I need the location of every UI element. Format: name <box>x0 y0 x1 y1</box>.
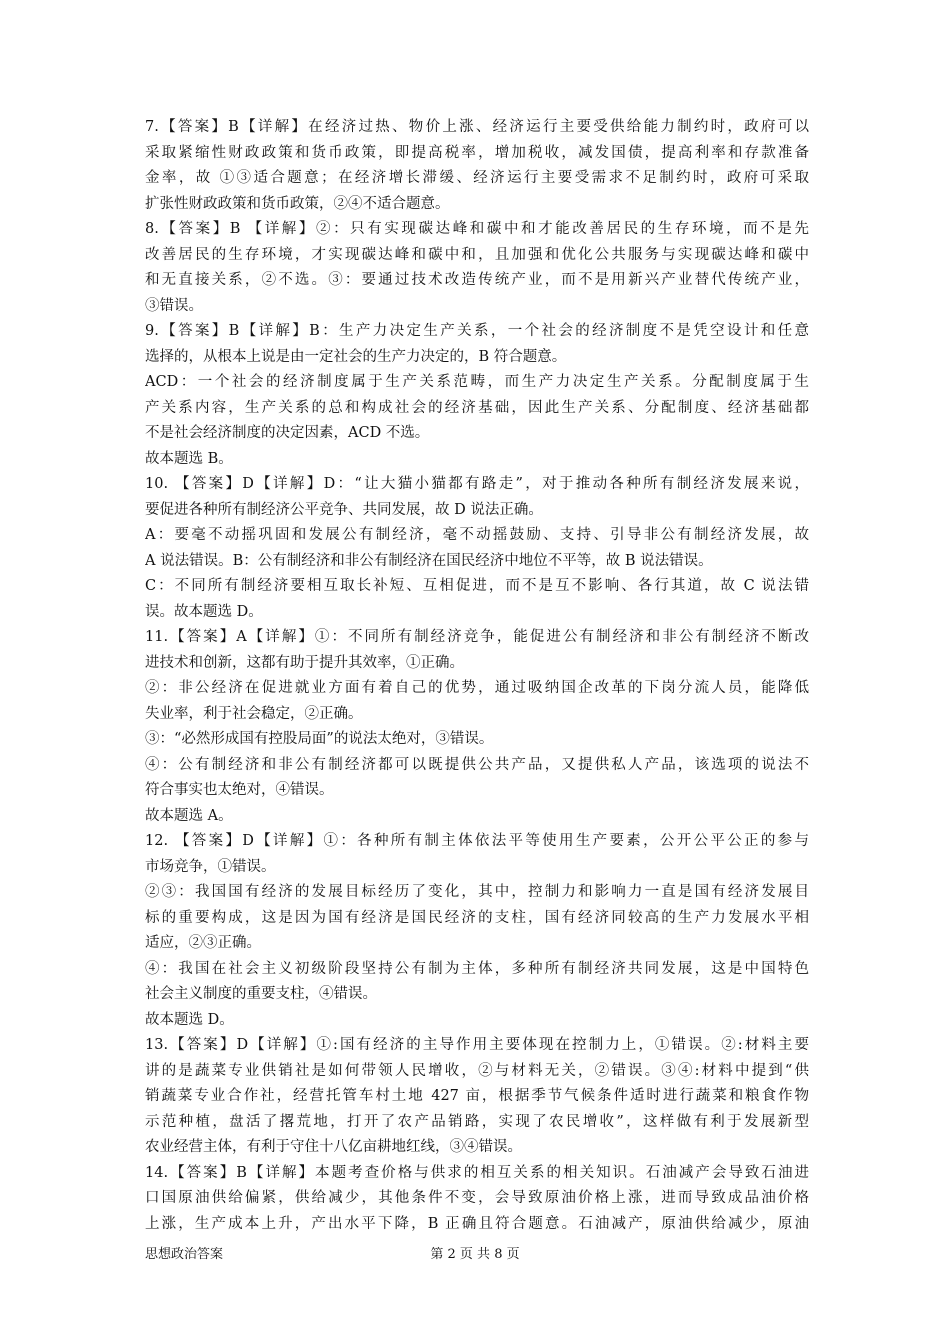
text-line: 要促进各种所有制经济公平竞争、共同发展，故 D 说法正确。 <box>145 501 543 518</box>
text-line: 8.【答案】B 【详解】②：只有实现碳达峰和碳中和才能改善居民的生存环境，而不是先 <box>145 221 809 237</box>
text-line: 14.【答案】B【详解】本题考查价格与供求的相互关系的相关知识。石油减产会导致石油进 <box>145 1164 809 1181</box>
text-line: 销蔬菜专业合作社，经营托管车村土地 427 亩，根据季节气候条件适时进行蔬菜和粮食作物 <box>145 1088 809 1104</box>
text-line: 示范种植，盘活了撂荒地，打开了农产品销路，实现了农民增收”，这样做有利于发展新型 <box>145 1113 809 1130</box>
footer-page-number: 第 2 页 共 8 页 <box>430 1247 520 1262</box>
text-line: 社会主义制度的重要支柱，④错误。 <box>145 986 377 1002</box>
text-line: 12. 【答案】D【详解】①：各种所有制主体依法平等使用生产要素，公开公平公正的参与 <box>145 833 809 849</box>
text-line: 符合事实也太绝对，④错误。 <box>145 782 334 798</box>
text-line: C：不同所有制经济要相互取长补短、互相促进，而不是互不影响、各行其道，故 C 说法错 <box>145 578 809 594</box>
text-line: 改善居民的生存环境，才实现碳达峰和碳中和，且加强和优化公共服务与实现碳达峰和碳中 <box>145 246 809 263</box>
text-line: 13.【答案】D【详解】①:国有经济的主导作用主要体现在控制力上，①错误。②:材料主要 <box>145 1037 809 1053</box>
text-line: ACD：一个社会的经济制度属于生产关系范畴，而生产力决定生产关系。分配制度属于生 <box>145 374 809 390</box>
text-line: ③：“必然形成国有控股局面”的说法太绝对，③错误。 <box>145 731 494 747</box>
text-line: 误。故本题选 D。 <box>145 603 263 620</box>
text-line: 选择的，从根本上说是由一定社会的生产力决定的，B 符合题意。 <box>145 348 567 365</box>
text-line: 故本题选 D。 <box>145 1011 234 1028</box>
text-line: 9.【答案】B【详解】B：生产力决定生产关系，一个社会的经济制度不是凭空设计和任意 <box>145 323 809 339</box>
text-line: 失业率，利于社会稳定，②正确。 <box>145 705 363 722</box>
text-line: 扩张性财政政策和货币政策，②④不适合题意。 <box>145 195 450 212</box>
text-line: 10. 【答案】D【详解】D：“让大猫小猫都有路走”，对于推动各种所有制经济发展来说， <box>145 476 809 492</box>
text-line: 农业经营主体，有利于守住十八亿亩耕地红线，③④错误。 <box>145 1139 522 1155</box>
text-line: A：要毫不动摇巩固和发展公有制经济，毫不动摇鼓励、支持、引导非公有制经济发展，故 <box>145 527 809 543</box>
text-line: ②：非公经济在促进就业方面有着自己的优势，通过吸纳国企改革的下岗分流人员，能降低 <box>145 680 809 696</box>
text-line: 口国原油供给偏紧，供给减少，其他条件不变，会导致原油价格上涨，进而导致成品油价格 <box>145 1190 809 1206</box>
text-line: ④：我国在社会主义初级阶段坚持公有制为主体，多种所有制经济共同发展，这是中国特色 <box>145 960 809 977</box>
text-line: 7.【答案】B【详解】在经济过热、物价上涨、经济运行主要受供给能力制约时，政府可以 <box>145 119 809 135</box>
text-line: 讲的是蔬菜专业供销社是如何带领人民增收，②与材料无关，②错误。③④:材料中提到“供 <box>145 1062 809 1079</box>
text-line: 进技术和创新，这都有助于提升其效率，①正确。 <box>145 654 464 671</box>
text-line: ③错误。 <box>145 297 203 314</box>
text-line: ④：公有制经济和非公有制经济都可以既提供公共产品，又提供私人产品，该选项的说法不 <box>145 756 809 773</box>
text-line: 采取紧缩性财政政策和货币政策，即提高税率，增加税收，减发国债，提高利率和存款准备 <box>145 144 809 161</box>
text-line: 故本题选 A。 <box>145 807 233 824</box>
footer-subject: 思想政治答案 <box>145 1247 224 1262</box>
text-line: 不是社会经济制度的决定因素，ACD 不选。 <box>145 425 430 441</box>
answer-explanations <box>145 115 809 1237</box>
text-line: 金率，故 ①③适合题意；在经济增长滞缓、经济运行主要受需求不足制约时，政府可采取 <box>145 170 809 186</box>
text-line: 11.【答案】A【详解】①：不同所有制经济竞争，能促进公有制经济和非公有制经济不断改 <box>145 629 809 645</box>
text-line: 上涨，生产成本上升，产出水平下降，B 正确且符合题意。石油减产，原油供给减少，原油 <box>145 1215 809 1232</box>
text-line: 适应，②③正确。 <box>145 935 261 951</box>
text-line: A 说法错误。B：公有制经济和非公有制经济在国民经济中地位不平等，故 B 说法错误。 <box>145 552 713 569</box>
text-line: 和无直接关系，②不选。③：要通过技术改造传统产业，而不是用新兴产业替代传统产业， <box>145 272 809 288</box>
text-line: 产关系内容，生产关系的总和构成社会的经济基础，因此生产关系、分配制度、经济基础都 <box>145 399 809 416</box>
text-line: 故本题选 B。 <box>145 450 233 467</box>
text-line: 标的重要构成，这是因为国有经济是国民经济的支柱，国有经济同较高的生产力发展水平相 <box>145 909 809 926</box>
text-line: ②③：我国国有经济的发展目标经历了变化，其中，控制力和影响力一直是国有经济发展目 <box>145 884 809 900</box>
text-line: 市场竞争，①错误。 <box>145 858 276 875</box>
